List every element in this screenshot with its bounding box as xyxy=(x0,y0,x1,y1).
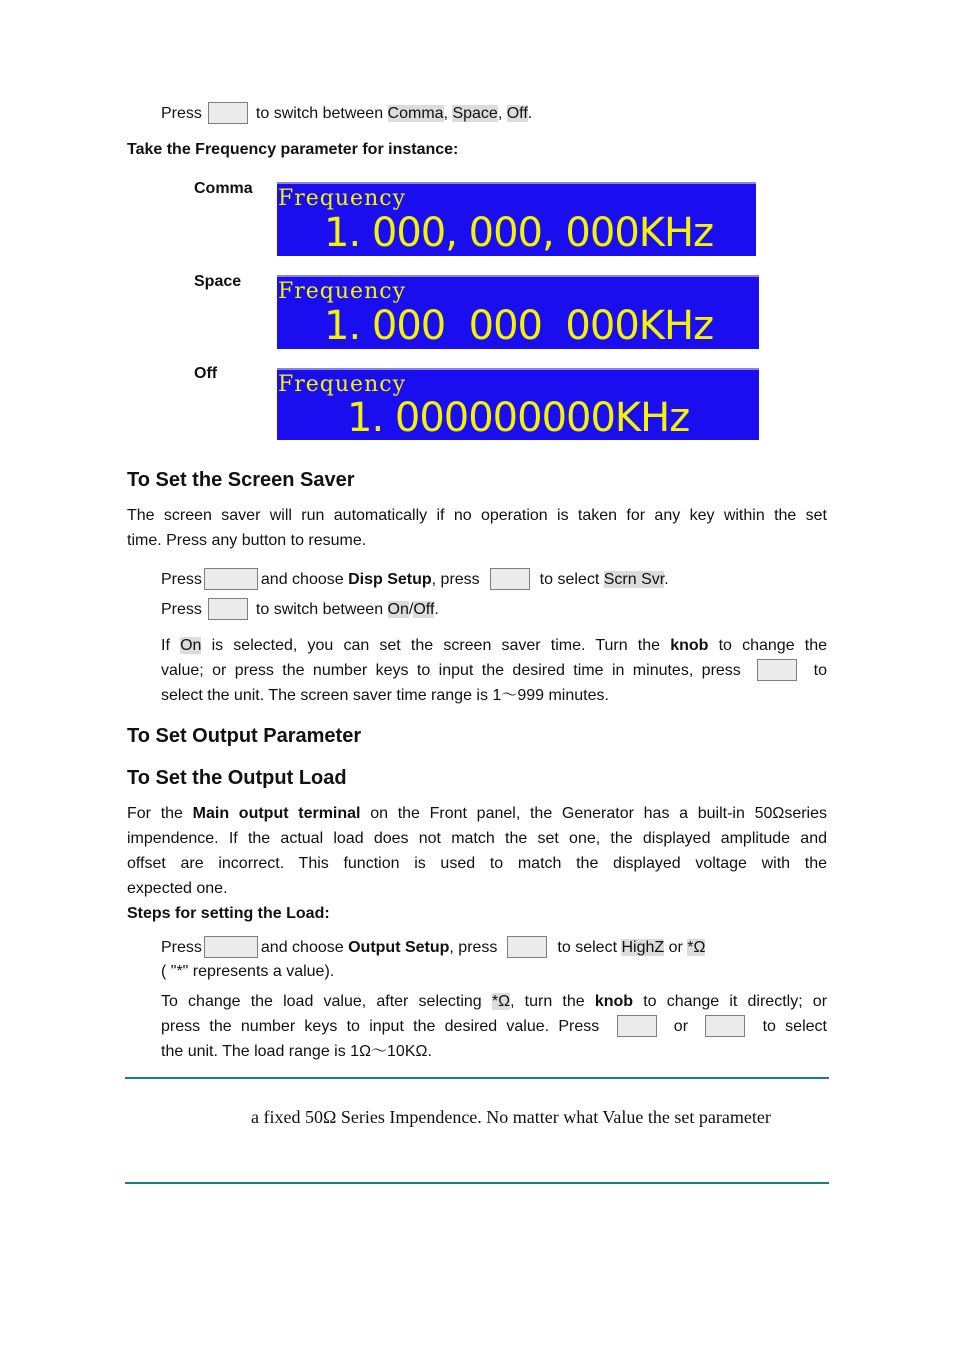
option-on: On xyxy=(387,601,409,619)
lcd-caption: Frequency xyxy=(278,372,406,397)
key-button-image xyxy=(757,659,797,681)
para-line xyxy=(161,658,827,683)
text: on the Front panel, the Generator has a built-in 50Ωseries xyxy=(370,805,828,822)
output-load-intro xyxy=(127,801,827,901)
option-star-ohm: *Ω xyxy=(687,939,706,957)
press-text: Press xyxy=(161,105,202,123)
disp-setup-line: Press and choose Disp Setup, press to select Scrn Svr. xyxy=(161,569,669,591)
text: value; or press the number keys to input the desired time in minutes, press xyxy=(161,662,741,679)
on-off-line: Press to switch between On/Off. xyxy=(161,599,439,621)
lcd-caption: Frequency xyxy=(278,279,406,304)
text: press the number keys to input the desired value. Press xyxy=(161,1018,600,1035)
para-line: select the unit. The screen saver time range is 1～999 minutes. xyxy=(161,687,609,704)
intro-line: The screen saver will run automatically if no operation is taken for any key within the set xyxy=(127,507,827,524)
option-space: Space xyxy=(452,105,498,123)
key-button-image xyxy=(507,936,547,958)
instance-heading: Take the Frequency parameter for instance: xyxy=(127,141,459,158)
press-text: Press xyxy=(161,601,202,619)
note-top-rule xyxy=(125,1077,829,1079)
section-heading-output-parameter: To Set Output Parameter xyxy=(127,725,362,747)
represents-note: ( "*" represents a value). xyxy=(161,963,335,980)
press-text: Press xyxy=(161,939,202,957)
press-text: , press xyxy=(431,571,480,589)
display-label-comma: Comma xyxy=(194,180,253,197)
display-label-space: Space xyxy=(194,273,242,290)
output-setup-line xyxy=(161,937,705,959)
key-button-image xyxy=(490,568,530,590)
text: to select xyxy=(762,1018,827,1035)
to-select-text: to select xyxy=(539,571,600,589)
press-text: Press xyxy=(161,571,202,589)
option-off: Off xyxy=(413,601,435,619)
subsection-heading-output-load: To Set the Output Load xyxy=(127,767,347,789)
text: , turn the xyxy=(510,993,585,1010)
text: To change the load value, after selecting xyxy=(161,993,482,1010)
and-choose-text: and choose xyxy=(260,939,344,957)
screen-saver-time-paragraph xyxy=(161,633,827,708)
para-line xyxy=(161,633,827,658)
section-heading-screen-saver: To Set the Screen Saver xyxy=(127,469,355,491)
switch-format-line: Press to switch between Comma, Space, Off. xyxy=(161,103,532,125)
note-text: a fixed 50Ω Series Impendence. No matter what Value the set parameter xyxy=(251,1107,771,1127)
para-line: offset are incorrect. This function is used to match the displayed voltage with the xyxy=(127,855,827,872)
lcd-value: 1. 000 000 000KHz xyxy=(324,303,714,349)
steps-heading: Steps for setting the Load: xyxy=(127,905,330,922)
to-select-text: to select xyxy=(557,939,618,957)
para-line: the unit. The load range is 1Ω～10KΩ. xyxy=(161,1043,432,1060)
text: to change it directly; or xyxy=(643,993,828,1010)
key-button-image xyxy=(617,1015,657,1037)
option-highz: HighZ xyxy=(621,939,665,957)
lcd-caption: Frequency xyxy=(278,186,406,211)
text: to change the xyxy=(718,637,828,654)
text: For the xyxy=(127,805,183,822)
key-button-image xyxy=(705,1015,745,1037)
key-button-image xyxy=(204,936,258,958)
press-text: , press xyxy=(449,939,498,957)
lcd-value: 1. 000, 000, 000KHz xyxy=(324,210,714,256)
and-choose-text: and choose xyxy=(260,571,344,589)
key-button-image xyxy=(208,598,248,620)
knob-label: knob xyxy=(594,993,634,1010)
output-setup-label: Output Setup xyxy=(348,939,450,957)
para-line xyxy=(161,989,827,1014)
text: to xyxy=(813,662,827,679)
display-label-off: Off xyxy=(194,365,218,382)
para-line xyxy=(127,801,827,826)
switch-text: to switch between xyxy=(255,601,384,619)
switch-text: to switch between xyxy=(255,105,384,123)
para-line xyxy=(161,1014,827,1039)
para-line: expected one. xyxy=(127,880,228,897)
or-text: or xyxy=(673,1018,689,1035)
lcd-value: 1. 000000000KHz xyxy=(347,395,690,440)
lcd-display-space xyxy=(277,275,759,349)
lcd-display-off xyxy=(277,368,759,440)
text: If xyxy=(161,637,170,654)
disp-setup-label: Disp Setup xyxy=(348,571,432,589)
load-change-paragraph xyxy=(161,989,827,1064)
option-star-ohm: *Ω xyxy=(491,993,511,1010)
option-on: On xyxy=(180,637,202,654)
option-comma: Comma xyxy=(387,105,444,123)
screen-saver-intro xyxy=(127,503,827,553)
option-off: Off xyxy=(506,105,528,123)
key-button-image xyxy=(208,102,248,124)
key-button-image xyxy=(204,568,258,590)
intro-line: time. Press any button to resume. xyxy=(127,532,367,549)
text: is selected, you can set the screen saver time. Turn the xyxy=(211,637,661,654)
lcd-display-comma xyxy=(277,182,756,256)
knob-label: knob xyxy=(670,637,709,654)
main-terminal-label: Main output terminal xyxy=(192,805,361,822)
or-text: or xyxy=(668,939,683,957)
note-bottom-rule xyxy=(125,1182,829,1184)
option-scrn-svr: Scrn Svr xyxy=(603,571,665,589)
para-line: impendence. If the actual load does not match the set one, the displayed amplitude and xyxy=(127,830,827,847)
